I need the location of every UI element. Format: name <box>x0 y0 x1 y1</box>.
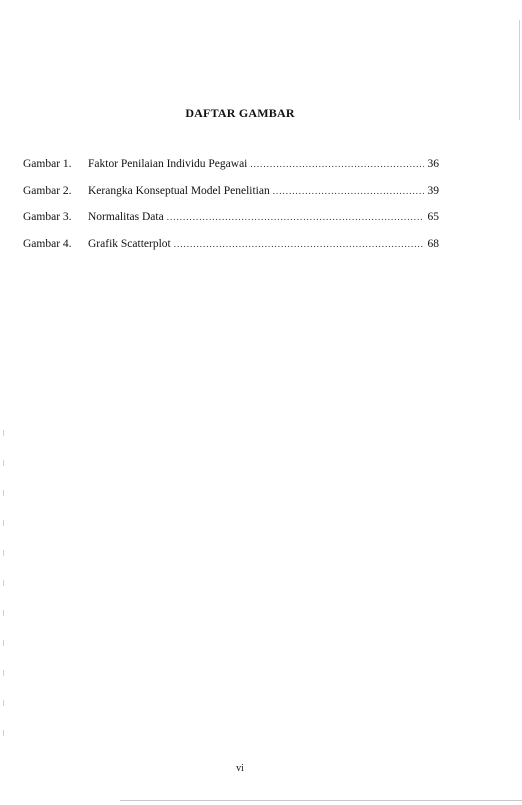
figure-page-number: 65 <box>427 211 439 223</box>
dot-leader <box>174 239 424 249</box>
list-item <box>23 185 439 212</box>
figure-number: Gambar 3. <box>23 211 72 223</box>
figure-title: Normalitas Data <box>88 211 164 223</box>
scan-margin-marks <box>3 430 4 760</box>
dot-leader <box>273 186 424 196</box>
list-item <box>23 158 439 185</box>
page-number: vi <box>236 763 244 774</box>
list-item <box>23 238 439 265</box>
figure-number: Gambar 2. <box>23 184 72 197</box>
figure-title: Grafik Scatterplot <box>88 237 171 250</box>
figure-page-number: 39 <box>427 184 439 197</box>
figure-title: Kerangka Konseptual Model Penelitian <box>88 184 270 197</box>
scan-edge-line <box>519 20 520 120</box>
figure-page-number: 36 <box>427 158 439 170</box>
list-item <box>23 211 439 238</box>
figure-number: Gambar 1. <box>23 158 72 170</box>
dot-leader <box>167 212 424 222</box>
page-title: DAFTAR GAMBAR <box>185 106 295 120</box>
figure-list <box>23 158 439 264</box>
figure-page-number: 68 <box>427 237 439 250</box>
figure-number: Gambar 4. <box>23 237 72 250</box>
scan-bottom-line <box>120 800 522 801</box>
figure-title: Faktor Penilaian Individu Pegawai <box>88 158 248 170</box>
dot-leader <box>250 159 424 169</box>
